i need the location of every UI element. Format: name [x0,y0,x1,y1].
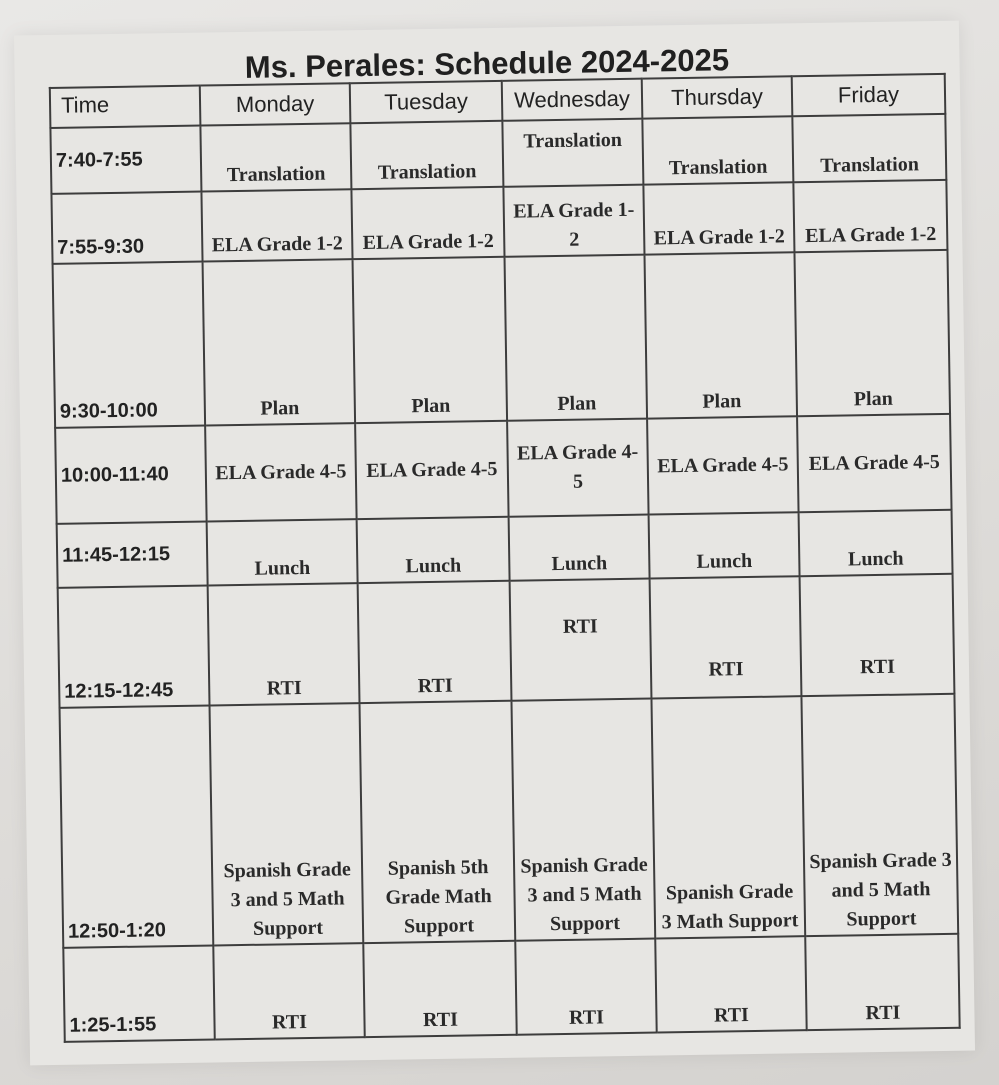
schedule-sheet [14,21,975,1066]
table-row [60,694,959,948]
schedule-cell: ELA Grade 1-2 [503,185,644,257]
schedule-cell: RTI [650,576,802,698]
schedule-cell: Spanish Grade 3 and 5 Math Support [210,703,364,945]
page-title: Ms. Perales: Schedule 2024-2025 [244,42,730,85]
schedule-cell: Lunch [649,512,800,578]
col-header-friday: Friday [792,74,946,116]
time-cell: 12:15-12:45 [58,586,210,708]
schedule-cell: Spanish Grade 3 and 5 Math Support [511,699,655,941]
schedule-cell: ELA Grade 1-2 [351,187,504,259]
schedule-cell: RTI [213,943,364,1039]
schedule-cell: RTI [515,939,656,1035]
schedule-cell: Plan [353,257,508,423]
schedule-cell: RTI [358,581,512,703]
schedule-cell: RTI [800,574,955,696]
schedule-cell: Translation [200,123,351,191]
schedule-cell: ELA Grade 1-2 [643,182,794,254]
schedule-cell: RTI [363,941,516,1037]
time-cell: 9:30-10:00 [53,262,206,428]
schedule-cell: RTI [208,583,360,705]
col-header-wednesday: Wednesday [502,79,643,121]
schedule-cell: ELA Grade 4-5 [205,423,356,521]
schedule-cell: Plan [203,259,356,425]
schedule-cell: Translation [350,121,503,189]
time-cell: 1:25-1:55 [63,945,214,1041]
schedule-cell: Lunch [509,515,650,581]
time-cell: 7:55-9:30 [51,192,202,264]
schedule-cell: Plan [644,252,797,418]
schedule-cell: RTI [655,936,806,1032]
schedule-cell: ELA Grade 4-5 [507,419,648,517]
schedule-cell: Lunch [799,510,953,576]
schedule-table [49,73,961,1043]
schedule-cell: Lunch [207,519,358,585]
schedule-cell: Spanish Grade 3 Math Support [651,696,805,938]
col-header-monday: Monday [200,83,351,125]
schedule-cell: RTI [805,934,959,1030]
schedule-cell: ELA Grade 4-5 [647,416,798,514]
col-header-tuesday: Tuesday [350,81,503,123]
schedule-cell: ELA Grade 4-5 [797,414,951,512]
schedule-cell: Spanish Grade 3 and 5 Math Support [801,694,958,936]
table-row [58,574,955,708]
schedule-cell: ELA Grade 1-2 [793,180,947,252]
time-cell: 12:50-1:20 [60,705,214,947]
time-cell: 10:00-11:40 [55,426,206,524]
schedule-cell: Plan [505,255,648,421]
table-row [63,934,959,1042]
col-header-time: Time [50,86,201,128]
schedule-cell: Translation [642,116,793,184]
schedule-cell: Plan [794,250,950,416]
schedule-cell: Translation [792,114,946,182]
schedule-cell: RTI [510,579,652,701]
schedule-cell: ELA Grade 1-2 [201,189,352,261]
schedule-cell: Translation [502,119,643,187]
time-cell: 7:40-7:55 [50,126,201,194]
time-cell: 11:45-12:15 [57,522,208,588]
table-row [53,250,950,428]
col-header-thursday: Thursday [642,76,793,118]
schedule-cell: Spanish 5th Grade Math Support [359,701,515,943]
schedule-cell: ELA Grade 4-5 [355,421,508,519]
schedule-cell: Lunch [357,517,510,583]
table-row [55,414,951,524]
